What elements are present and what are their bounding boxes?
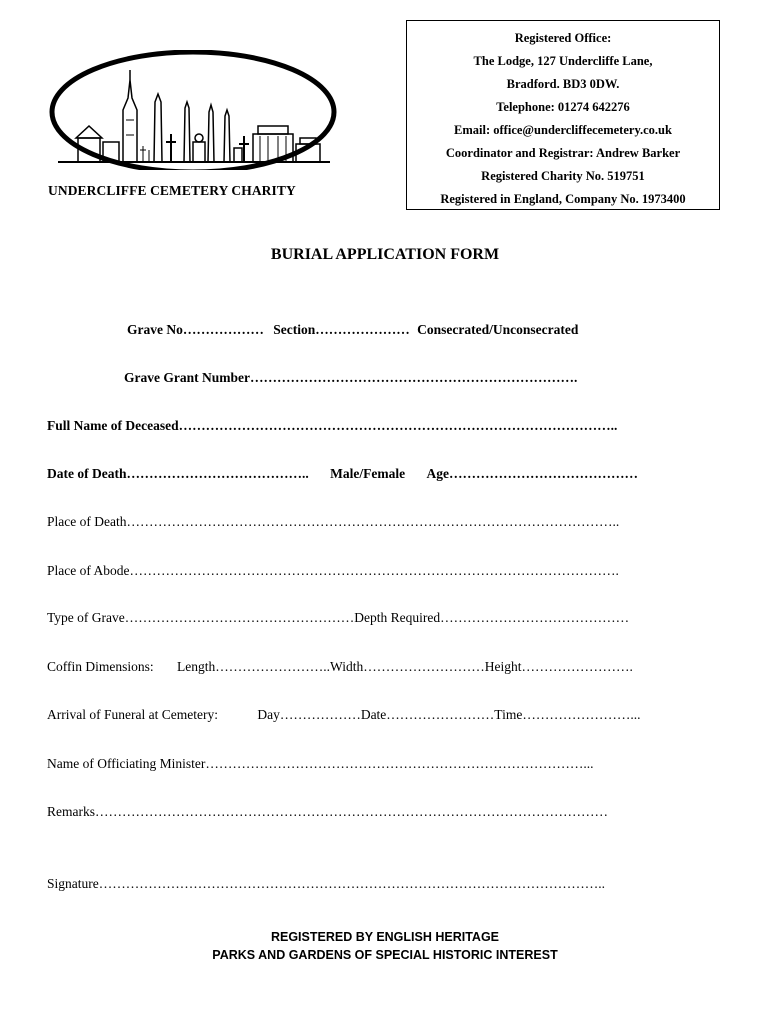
age-field[interactable]: Age……………………………………	[426, 466, 638, 481]
funeral-arrival-fields[interactable]: Day………………Date……………………Time……………………...	[257, 707, 641, 722]
grave-details-row	[127, 322, 578, 338]
grave-type-depth-field[interactable]: Type of Grave……………………………………………Depth Required……………………………………	[47, 610, 630, 625]
charity-name: UNDERCLIFFE CEMETERY CHARITY	[48, 183, 296, 198]
officiating-minister-field[interactable]: Name of Officiating Minister…………………………………………………………………………...	[47, 756, 594, 771]
office-address-city: Bradford. BD3 0DW.	[506, 77, 620, 91]
office-charity-number: Registered Charity No. 519751	[481, 169, 645, 183]
registered-office-box	[406, 20, 720, 210]
death-details-row	[47, 466, 638, 482]
place-of-abode-field[interactable]: Place of Abode……………………………………………………………………………………………….	[47, 563, 619, 578]
funeral-arrival-label: Arrival of Funeral at Cemetery:	[47, 707, 218, 722]
sex-field[interactable]: Male/Female	[330, 466, 406, 481]
office-email: Email: office@undercliffecemetery.co.uk	[454, 123, 672, 137]
footer-parks-line: PARKS AND GARDENS OF SPECIAL HISTORIC INTEREST	[212, 948, 558, 962]
office-heading: Registered Office:	[514, 31, 612, 45]
office-address-street: The Lodge, 127 Undercliffe Lane,	[473, 54, 653, 68]
form-title: BURIAL APPLICATION FORM	[270, 246, 500, 263]
remarks-field[interactable]: Remarks……………………………………………………………………………………………………	[47, 804, 608, 819]
section-field[interactable]: Section…………………	[273, 322, 410, 337]
consecration-field[interactable]: Consecrated/Unconsecrated	[417, 322, 579, 337]
date-of-death-field[interactable]: Date of Death…………………………………..	[47, 466, 309, 481]
footer-heritage-line: REGISTERED BY ENGLISH HERITAGE	[270, 930, 500, 944]
place-of-death-field[interactable]: Place of Death………………………………………………………………………………………………..	[47, 514, 620, 529]
office-registrar: Coordinator and Registrar: Andrew Barker	[445, 146, 681, 160]
coffin-dimensions-label: Coffin Dimensions:	[47, 659, 154, 674]
signature-field[interactable]: Signature…………………………………………………………………………………………………..	[47, 876, 605, 891]
funeral-arrival-row	[47, 707, 640, 723]
full-name-field[interactable]: Full Name of Deceased……………………………………………………………………………………..	[47, 418, 618, 433]
coffin-dimensions-fields[interactable]: Length……………………..Width………………………Height…………………….	[177, 659, 633, 674]
office-telephone: Telephone: 01274 642276	[496, 100, 630, 114]
grave-no-field[interactable]: Grave No………………	[127, 322, 264, 337]
office-company-number: Registered in England, Company No. 1973400	[440, 192, 686, 206]
cemetery-monuments-logo	[48, 50, 338, 170]
grave-grant-field[interactable]: Grave Grant Number……………………………………………………………….	[124, 370, 578, 385]
coffin-dimensions-row	[47, 659, 633, 675]
